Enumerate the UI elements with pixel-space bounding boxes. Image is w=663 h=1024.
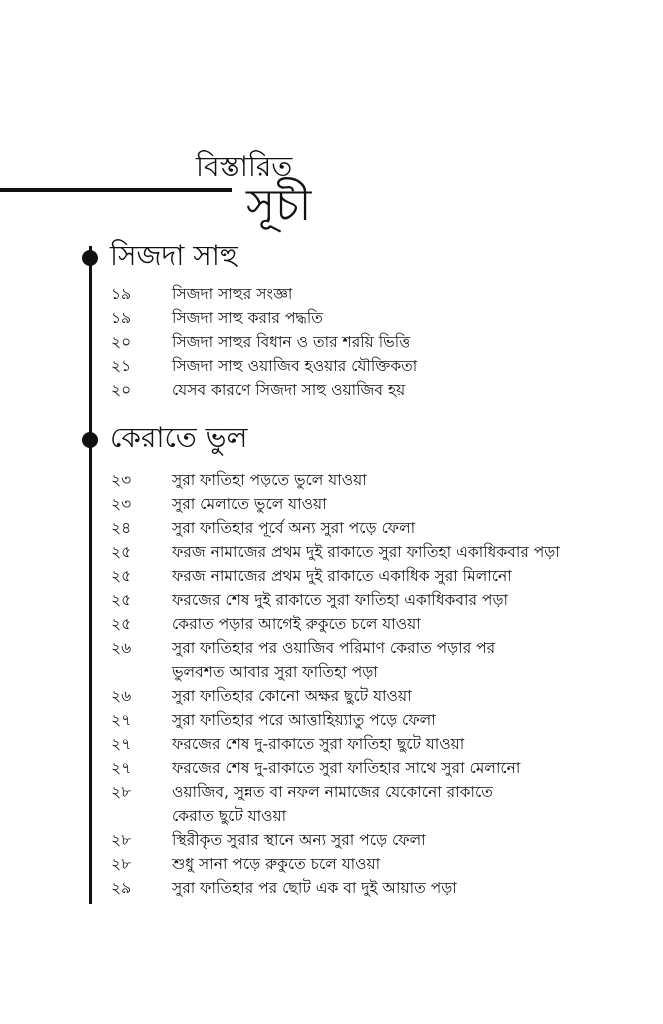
section-1-list: [111, 282, 651, 402]
toc-row[interactable]: [111, 708, 651, 732]
toc-row[interactable]: [111, 876, 651, 900]
page-number: ২৫: [111, 567, 132, 585]
toc-row[interactable]: [111, 588, 651, 612]
page-number: ২৭: [111, 711, 132, 729]
page-number: ২১: [111, 357, 132, 375]
page-number: ২৭: [111, 735, 132, 753]
section-2-list: [111, 468, 651, 900]
section-bullet-1: [82, 250, 98, 266]
page-number: ২০: [111, 333, 132, 351]
toc-row[interactable]: [111, 756, 651, 780]
toc-row[interactable]: [111, 780, 651, 828]
toc-row[interactable]: [111, 564, 651, 588]
entry-title: সুরা ফাতিহার পরে আত্তাহিয়্যাতু পড়ে ফেলা: [172, 711, 436, 729]
page-number: ২৮: [111, 855, 132, 873]
toc-row[interactable]: [111, 354, 651, 378]
page-number: ২৭: [111, 759, 132, 777]
entry-title: ফরজের শেষ দু-রাকাতে সুরা ফাতিহা ছুটে যাওয়া: [172, 735, 465, 753]
page-number: ২৬: [111, 639, 132, 657]
toc-row[interactable]: [111, 612, 651, 636]
entry-title: ওয়াজিব, সুন্নত বা নফল নামাজের যেকোনো রাকাতে কেরাত ছুটে যাওয়া: [172, 783, 493, 825]
toc-row[interactable]: [111, 828, 651, 852]
entry-title: ফরজের শেষ দু-রাকাতে সুরা ফাতিহার সাথে সুরা মেলানো: [172, 759, 521, 777]
page-number: ২৮: [111, 783, 132, 801]
page-number: ২৫: [111, 615, 132, 633]
entry-title: সিজদা সাহুর বিধান ও তার শরয়ি ভিত্তি: [172, 333, 411, 351]
entry-title: সুরা ফাতিহার পূর্বে অন্য সুরা পড়ে ফেলা: [172, 519, 416, 537]
page-number: ২৩: [111, 471, 132, 489]
title-rule: [0, 188, 232, 192]
toc-row[interactable]: [111, 540, 651, 564]
entry-title: স্থিরীকৃত সুরার স্থানে অন্য সুরা পড়ে ফেলা: [172, 831, 426, 849]
entry-title: সিজদা সাহু করার পদ্ধতি: [172, 309, 323, 327]
entry-title: সুরা ফাতিহা পড়তে ভুলে যাওয়া: [172, 471, 367, 489]
page-number: ২৮: [111, 831, 132, 849]
entry-title: ফরজ নামাজের প্রথম দুই রাকাতে সুরা ফাতিহা একাধিকবার পড়া: [172, 543, 560, 561]
entry-title: সুরা মেলাতে ভুলে যাওয়া: [172, 495, 327, 513]
toc-row[interactable]: [111, 516, 651, 540]
page-number: ২৫: [111, 591, 132, 609]
entry-title: কেরাত পড়ার আগেই রুকুতে চলে যাওয়া: [172, 615, 421, 633]
section-heading-2: কেরাতে ভুল: [110, 421, 248, 454]
page-number: ২৯: [111, 879, 132, 897]
title-line-2: সূচী: [246, 180, 312, 231]
timeline-spine: [89, 246, 92, 904]
toc-row[interactable]: [111, 684, 651, 708]
entry-title: ফরজ নামাজের প্রথম দুই রাকাতে একাধিক সুরা মিলানো: [172, 567, 512, 585]
toc-row[interactable]: [111, 492, 651, 516]
page-number: ১৯: [111, 285, 132, 303]
entry-title: যেসব কারণে সিজদা সাহু ওয়াজিব হয়: [172, 381, 406, 399]
entry-title: সুরা ফাতিহার কোনো অক্ষর ছুটে যাওয়া: [172, 687, 412, 705]
title-line-1: বিস্তারিত: [196, 150, 293, 183]
page-number: ২৪: [111, 519, 132, 537]
entry-title: শুধু সানা পড়ে রুকুতে চলে যাওয়া: [172, 855, 381, 873]
section-heading-1: সিজদা সাহু: [110, 239, 238, 272]
toc-row[interactable]: [111, 852, 651, 876]
toc-row[interactable]: [111, 468, 651, 492]
page-number: ২৬: [111, 687, 132, 705]
page-number: ২৩: [111, 495, 132, 513]
entry-title: সিজদা সাহুর সংজ্ঞা: [172, 285, 293, 303]
page-number: ১৯: [111, 309, 132, 327]
section-bullet-2: [82, 432, 98, 448]
entry-title: সুরা ফাতিহার পর ছোট এক বা দুই আয়াত পড়া: [172, 879, 457, 897]
toc-row[interactable]: [111, 306, 651, 330]
toc-row[interactable]: [111, 378, 651, 402]
toc-row[interactable]: [111, 732, 651, 756]
toc-row[interactable]: [111, 282, 651, 306]
toc-row[interactable]: [111, 636, 651, 684]
entry-title: সিজদা সাহু ওয়াজিব হওয়ার যৌক্তিকতা: [172, 357, 418, 375]
page-number: ২০: [111, 381, 132, 399]
page-number: ২৫: [111, 543, 132, 561]
entry-title: ফরজের শেষ দুই রাকাতে সুরা ফাতিহা একাধিকবার পড়া: [172, 591, 509, 609]
entry-title: সুরা ফাতিহার পর ওয়াজিব পরিমাণ কেরাত পড়ার পর ভুলবশত আবার সুরা ফাতিহা পড়া: [172, 639, 496, 681]
toc-row[interactable]: [111, 330, 651, 354]
